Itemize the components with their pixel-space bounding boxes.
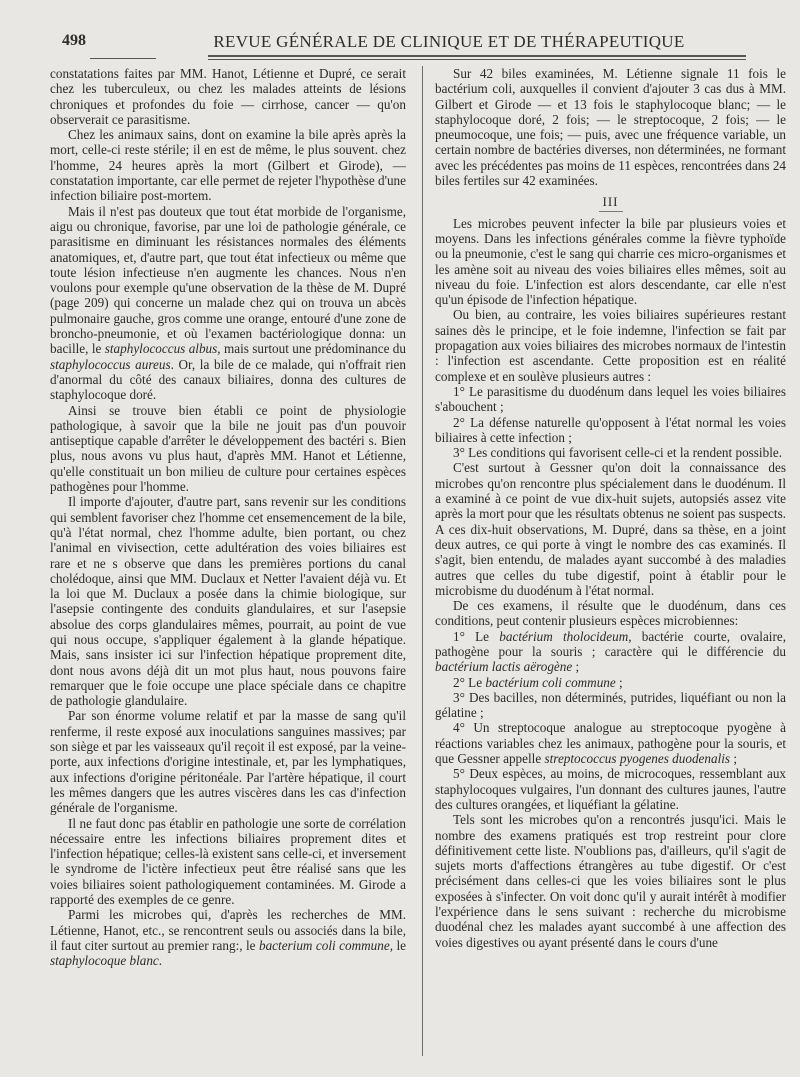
text-run: . Or, la bile de ce malade, qui n'offrait rien d'anormal du côté des canaux biliaires, donna des cultures de staphylocoque doré. (50, 356, 406, 403)
text-run: Par son énorme volume relatif et par la masse de sang qu'il renferme, il reste exposé aux inoculations sanguines massives; par son siège et par les vaisseaux qu'il reçoit il est exposé, par la veine-porte, aux infections d'origine intestinale, et, par les lymphatiques, aux infections d'origine péritonéale. Par l'artère hépatique, il court les mêmes dangers que les autres viscères dans les cas d'infection générale de l'organisme. (50, 708, 406, 816)
paragraph (435, 766, 786, 812)
running-header (50, 26, 786, 50)
paragraph (50, 816, 406, 908)
text-run: Ou bien, au contraire, les voies biliaires supérieures restant saines dès le principe, et le foie indemne, l'infection se fait par propagation aux voies biliaires des microbes normaux de l'intestin : l'infection est ascendante. Cette proposition est en réalité complexe et en soulève plusieurs autres : (435, 307, 787, 384)
right-column-top (435, 66, 786, 188)
paragraph (435, 598, 786, 629)
text-run: 2° Le (453, 674, 486, 690)
column-divider (422, 66, 423, 1056)
paragraph (50, 708, 406, 815)
text-run: constatations faites par MM. Hanot, Létienne et Dupré, ce serait chez les tuberculeux, ou chez les malades atteints de lésions chroniques et profondes du foie — cirrhose, cancer — qu'on observerait ce parasitisme. (50, 66, 406, 127)
section-heading (435, 194, 786, 211)
paragraph (50, 127, 406, 203)
left-column (50, 66, 414, 1056)
paragraph (435, 66, 786, 188)
italic-term: bactérium coli commune (485, 674, 616, 690)
right-column-bottom (435, 216, 786, 950)
text-run: 3° Les conditions qui favorisent celle-ci et la rendent possible. (453, 445, 783, 461)
text-run: Il ne faut donc pas établir en pathologie une sorte de corrélation nécessaire entre les infections biliaires proprement dites et l'infection hépatique; celles-là existent sans celle-ci, et inversement le syndrome de l'ictère infectieux peut être réalisé sans que les voies biliaires soient pathologiquement contaminées. M. Girode a rapporté des exemples de ce genre. (50, 815, 406, 908)
header-rule-short (90, 58, 156, 59)
text-run: , mais surtout une prédominance du (217, 341, 406, 357)
text-run: , le (389, 937, 406, 953)
italic-term: staphylococcus aureus (50, 356, 171, 372)
paragraph (435, 690, 786, 721)
text-run: Tels sont les microbes qu'on a rencontrés jusqu'ici. Mais le nombre des examens pratiqués est trop restreint pour clore définitivement cette liste. N'oublions pas, d'ailleurs, qu'il s'agit de sujets morts d'affections étrangères au tube digestif. Or c'est précisément dans celles-ci que les voies biliaires sont le plus exposées à s'infecter. On voit donc qu'il y aurait intérêt à modifier l'expérience dans le sens suivant : recherche du microbisme duodénal chez les malades ayant succombé à une affection des voies digestives ou ayant présenté dans le cours d'une (435, 812, 787, 950)
text-run: Parmi les microbes qui, d'après les recherches de MM. Létienne, Hanot, etc., se rencontrent seuls ou associés dans la bile, il faut citer surtout au premier rang:, le (50, 907, 406, 953)
italic-term: staphylocoque blanc (50, 953, 159, 969)
italic-term: staphylococcus albus (104, 341, 218, 357)
paragraph (50, 907, 406, 968)
paragraph (50, 204, 406, 403)
text-run: , bactérie courte, ovalaire, pathogène pour la souris ; caractère qui le différencie du (435, 628, 787, 659)
page-number: 498 (62, 32, 86, 49)
italic-term: streptococcus pyogenes duodenalis (544, 751, 731, 767)
text-run: ; (615, 674, 623, 690)
text-run: 3° Des bacilles, non déterminés, putrides, liquéfiant ou non la gélatine ; (435, 689, 787, 721)
right-column (431, 66, 786, 1056)
header-rule-long (208, 55, 746, 60)
paragraph (50, 403, 406, 495)
paragraph (435, 720, 786, 766)
text-run: . (158, 953, 163, 969)
paragraph (435, 629, 786, 675)
italic-term: bactérium lactis aërogène (435, 659, 573, 675)
paragraph (435, 415, 786, 446)
paragraph (435, 384, 786, 415)
paragraph (435, 675, 786, 690)
text-run: 4° Un streptocoque analogue au streptocoque pyogène à réactions variables chez les animaux, pathogène pour la souris, et que Gessner appelle (435, 720, 787, 767)
text-run: ; (572, 659, 580, 675)
text-run: ; (730, 751, 738, 767)
text-run: Ainsi se trouve bien établi ce point de physiologie pathologique, à savoir que la bile ne jouit pas d'un pouvoir antiseptique capable d'arrêter le développement des bactéri s. Bien plus, nous avons vu plus haut, d'après MM. Hanot et Létienne, qu'elle constituait un bon milieu de culture pour certaines espèces pathogènes pour l'homme. (50, 402, 406, 495)
text-run: Chez les animaux sains, dont on examine la bile après après la mort, celle-ci reste stérile; il en est de même, le plus souvent. chez l'homme, 24 heures après la mort (Gilbert et Girode), — constatation importante, car elle permet de rejeter l'hypothèse d'une infection biliaire post-mortem. (50, 127, 406, 204)
paragraph (435, 445, 786, 460)
paragraph (435, 216, 786, 308)
paragraph (435, 812, 786, 950)
text-run: Sur 42 biles examinées, M. Létienne signale 11 fois le bactérium coli, auxquelles il convient d'ajouter 3 cas dus à MM. Gilbert et Girode — et 13 fois le staphylocoque blanc; — le staphylocoque doré, 2 fois; — le streptocoque, 2 fois; — le pneumocoque, une fois; — puis, avec une fréquence variable, un certain nombre de bactéries diverses, non déterminées, ne formant avec les précédentes pas moins de 11 espèces, rencontrées dans 24 biles fertiles sur 42 examinées. (435, 66, 787, 189)
text-run: 1° Le parasitisme du duodénum dans lequel les voies biliaires s'abouchent ; (435, 383, 787, 415)
header-rules (50, 50, 786, 66)
text-columns (50, 66, 786, 1056)
running-title: REVUE GÉNÉRALE DE CLINIQUE ET DE THÉRAPEUTIQUE (213, 32, 685, 51)
paragraph (50, 494, 406, 708)
paragraph (50, 66, 406, 127)
italic-term: bacterium coli commune (258, 937, 390, 953)
section-heading-text: III (599, 194, 623, 211)
text-run: 2° La défense naturelle qu'opposent à l'état normal les voies biliaires à cette infection ; (435, 414, 787, 445)
text-run: C'est surtout à Gessner qu'on doit la connaissance des microbes qu'on rencontre plus spécialement dans le duodénum. Il a examiné à ce point de vue dix-huit sujets, autopsiés assez vite après la mort pour que les résultats obtenus ne soient pas suspects. A ces dix-huit observations, M. Dupré, dans sa thèse, en a joint deux autres, ce qui porte à vingt le nombre des cas examinés. Il s'agit, bien entendu, de malades ayant succombé à des maladies autres que celles du tube digestif, point à établir pour le microbisme du duodénum à l'état normal. (435, 460, 787, 598)
text-run: 1° Le (453, 628, 500, 644)
text-run: De ces examens, il résulte que le duodénum, dans ces conditions, peut contenir plusieurs espèces microbiennes: (435, 598, 787, 629)
italic-term: bactérium tholocideum (499, 628, 629, 644)
paragraph (435, 460, 786, 598)
text-run: Mais il n'est pas douteux que tout état morbide de l'organisme, aigu ou chronique, favorise, par une loi de pathologie générale, ce parasitisme en diminuant les résistances normales des éléments anatomiques, et, d'autre part, que tout état infectieux ou même que toute lésion infectieuse n'en augmente les chances. Nous n'en voulons pour exemple qu'une observation de la thèse de M. Dupré (page 209) qui concerne un malade chez qui on trouva un abcès pulmonaire gauche, gros comme une orange, entouré d'une zone de broncho-pneumonie, et où l'examen bactériologique donna: un bacille, le (50, 203, 406, 357)
text-run: 5° Deux espèces, au moins, de microcoques, ressemblant aux staphylocoques vulgaires, l'un donnant des cultures jaunes, l'autre des cultures orangées, et liquéfiant la gélatine. (435, 766, 787, 812)
text-run: Il importe d'ajouter, d'autre part, sans revenir sur les conditions qui semblent favoriser chez l'homme cet ensemencement de la bile, qu'à l'état normal, chez l'homme adulte, bien portant, ou chez l'animal en vivisection, cette adultération des voies biliaires est rare et ne s observe que dans les premières portions du canal cholédoque, ainsi que MM. Duclaux et Netter l'avaient déjà vu. Et la loi que M. Duclaux a posée dans la chimie biologique, sur l'asepsie contingente des conduits glandulaires, et sur l'asepsie absolue des corps glandulaires mêmes, pourrait, au point de vue qui nous occupe, s'appliquer également à la glande hépatique. Mais, sans insister ici sur l'infection hépatique proprement dite, dont nous avons déjà dit un mot plus haut, nous pouvons faire remarquer que le foie occupe une place spéciale dans ce chapitre de pathologie glandulaire. (50, 494, 406, 709)
text-run: Les microbes peuvent infecter la bile par plusieurs voies et moyens. Dans les infections générales comme la fièvre typhoïde ou la pneumonie, c'est le sang qui charrie ces micro-organismes et les amène soit au niveau des voies biliaires elles mêmes, soit au niveau du foie. L'infection est alors descendante, car elle n'est qu'un épisode de l'infection hépatique. (435, 215, 787, 308)
paragraph (435, 307, 786, 383)
